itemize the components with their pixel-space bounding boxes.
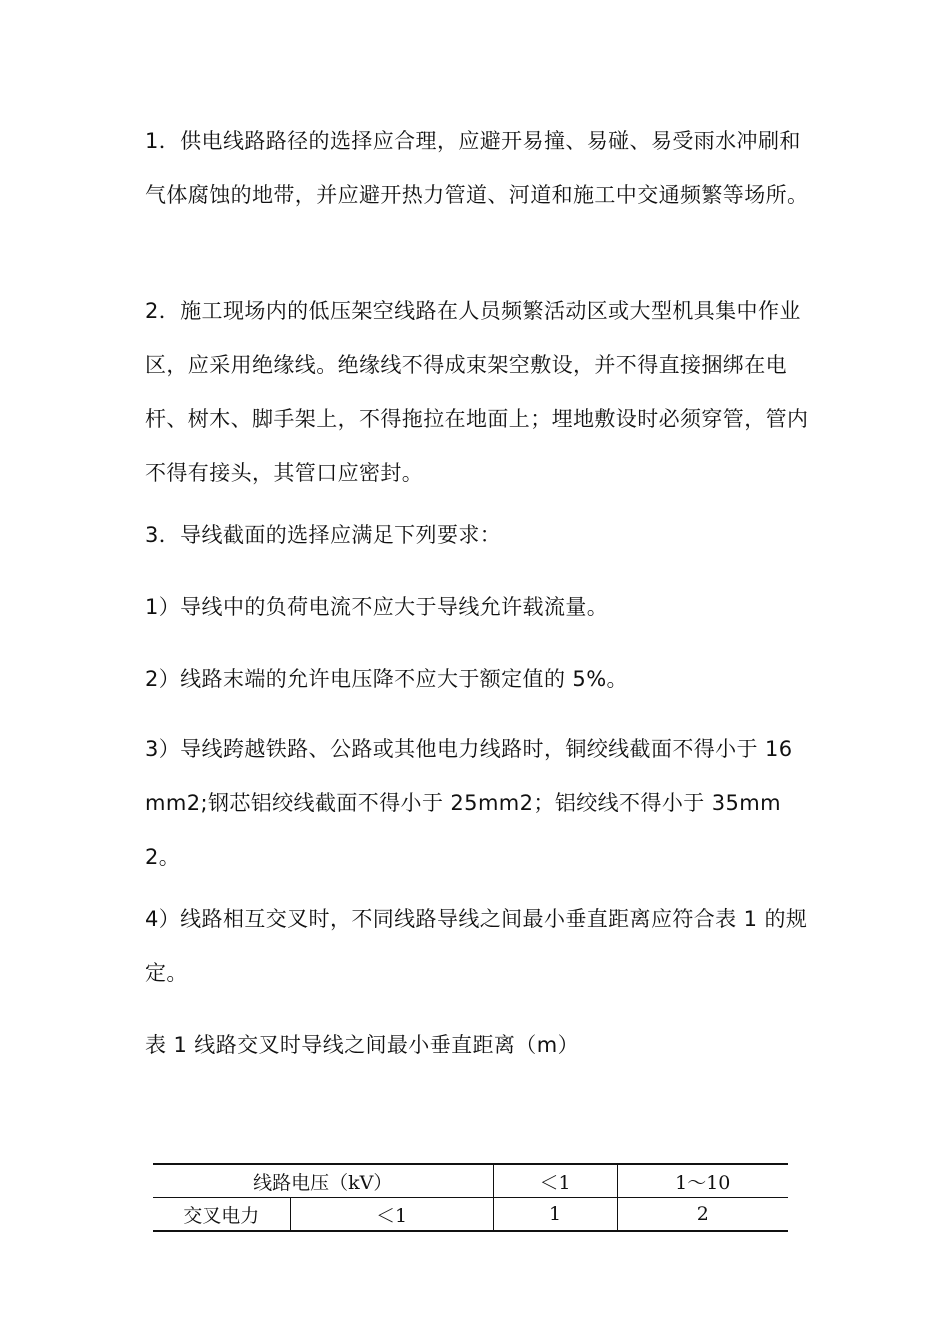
table-cell: 2 xyxy=(617,1198,788,1232)
vertical-distance-table xyxy=(153,1163,788,1232)
paragraph-crossing-distance: 4）线路相互交叉时，不同线路导线之间最小垂直距离应符合表 1 的规定。 xyxy=(145,907,808,985)
paragraph-load-current: 1）导线中的负荷电流不应大于导线允许载流量。 xyxy=(145,595,609,619)
table-row xyxy=(153,1198,788,1232)
table-caption: 表 1 线路交叉时导线之间最小垂直距离（m） xyxy=(145,1033,579,1057)
paragraph-crossing-cross-section: 3）导线跨越铁路、公路或其他电力线路时，铜绞线截面不得小于 16mm2;钢芯铝绞线截面不得小于 25mm2；铝绞线不得小于 35mm2。 xyxy=(145,737,793,869)
table-header-col2: 1～10 xyxy=(617,1164,788,1198)
table-header-col1: ＜1 xyxy=(493,1164,617,1198)
paragraph-voltage-drop: 2）线路末端的允许电压降不应大于额定值的 5%。 xyxy=(145,667,628,691)
table-row-sub: ＜1 xyxy=(290,1198,493,1232)
paragraph-route-selection: 1．供电线路路径的选择应合理，应避开易撞、易碰、易受雨水冲刷和气体腐蚀的地带，并应避开热力管道、河道和施工中交通频繁等场所。 xyxy=(145,129,809,207)
table-header-voltage: 线路电压（kV） xyxy=(153,1164,493,1198)
paragraph-cross-section-requirements: 3．导线截面的选择应满足下列要求： xyxy=(145,523,502,547)
paragraph-insulated-line: 2．施工现场内的低压架空线路在人员频繁活动区或大型机具集中作业区，应采用绝缘线。绝缘线不得成束架空敷设，并不得直接捆绑在电杆、树木、脚手架上，不得拖拉在地面上；埋地敷设时必须穿管，管内不得有接头，其管口应密封。 xyxy=(145,299,809,485)
table-cell: 1 xyxy=(493,1198,617,1232)
table-row xyxy=(153,1164,788,1198)
table-row-label: 交叉电力 xyxy=(153,1198,290,1232)
